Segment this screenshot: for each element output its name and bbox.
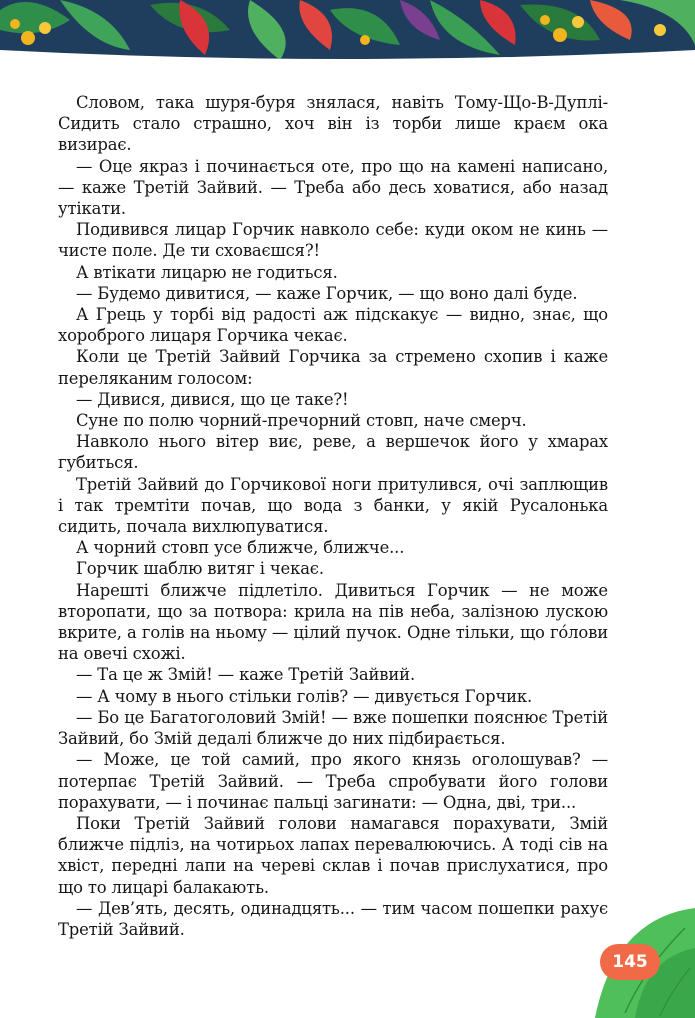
paragraph: — Та це ж Змій! — каже Третій Зайвий. [76,665,415,685]
yellow-flower [553,28,567,42]
paragraph: Коли це Третій Зайвий Горчика за стремено схопив і каже переляканим голосом: [58,347,608,388]
paragraph: Горчик шаблю витяг і чекає. [76,559,324,579]
paragraph: — Дивися, дивися, що це таке?! [76,389,349,409]
paragraph: — Дев’ять, десять, одинадцять... — тим часом пошепки рахує Третій Зайвий. [58,898,608,939]
page-number-badge: 145 [600,944,660,980]
yellow-flower [572,16,584,28]
paragraph: Навколо нього вітер виє, реве, а вершечок його у хмарах губиться. [58,432,608,473]
yellow-flower [21,31,35,45]
paragraph: Словом, така шуря-буря знялася, навіть Тому-Що-В-Дуплі-Сидить стало страшно, хоч він із торби лише краєм ока визирає. [58,93,608,155]
paragraph: Поки Третій Зайвий голови намагався порахувати, Змій ближче підліз, на чотирьох лапах перевалюючись. А тоді сів на хвіст, передні лапи на череві склав і почав прислухатися, про що то лицарі балакають. [58,813,608,897]
paragraph: Нарешті ближче підлетіло. Дивиться Горчик — не може второпати, що за потвора: крила на пів неба, залізною лускою вкрите, а голів на ньому — цілий пучок. Одне тільки, що го́лови на овечі схожі. [58,580,608,664]
paragraph: — Будемо дивитися, — каже Горчик, — що воно далі буде. [76,283,578,303]
paragraph: — Оце якраз і починається оте, про що на камені написано, — каже Третій Зайвий. — Треба або десь ховатися, або назад утікати. [58,156,608,219]
yellow-flower [39,22,51,34]
paragraph: — Бо це Багатоголовий Змій! — вже пошепки пояснює Третій Зайвий, бо Змій дедалі ближче до них підбирається. [58,707,608,749]
paragraph: Суне по полю чорний-пречорний стовп, наче смерч. [76,411,527,431]
paragraph: — Може, це той самий, про якого князь оголошував? — потерпає Третій Зайвий. — Треба спробувати його голови порахувати, — і починає пальці загинати: — Одна, дві, три... [58,750,608,812]
yellow-flower [540,15,550,25]
paragraph: А втікати лицарю не годиться. [76,262,338,282]
paragraph: А чорний стовп усе ближче, ближче... [76,538,405,558]
floral-banner [0,0,695,70]
paragraph: Подивився лицар Горчик навколо себе: куди оком не кинь — чисте поле. Де ти сховаєшся?! [58,220,608,261]
paragraph: — А чому в нього стільки голів? — дивується Горчик. [76,686,533,706]
yellow-flower [360,35,370,45]
yellow-flower [654,24,666,36]
paragraph: А Грець у торбі від радості аж підскакує — видно, знає, що хороброго лицаря Горчика чекає. [58,305,608,346]
yellow-flower [10,19,20,29]
story-text [58,92,608,940]
paragraph: Третій Зайвий до Горчикової ноги притулився, очі заплющив і так тремтіти почав, що вода з банки, у якій Русалонька сидить, почала вихлюпуватися. [58,474,608,537]
